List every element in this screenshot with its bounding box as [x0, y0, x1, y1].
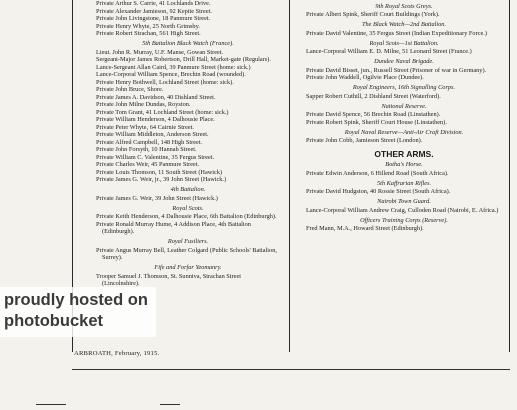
roll-entry: Private John Waddell, Ogilvie Place (Dundee).	[306, 74, 424, 81]
roll-entry: Sergeant-Major James Robertson, Drill Hall, Market-gate (Regulars).	[96, 56, 271, 63]
roll-entry: Private James G. Weir, 39 John Street (Hawick.)	[96, 194, 218, 202]
roll-entry: Private David Valentine, 35 Fergus Street (Indian Expeditionary Force.)	[306, 29, 487, 37]
roll-entry: Private William C. Valentine, 35 Fergus Street.	[96, 153, 215, 161]
roll-entry: Private Peter Whyte, 64 Cairnie Street.	[96, 123, 194, 131]
roll-entry: Private Arthur S. Carrie, 41 Lochlands Drive.	[96, 0, 211, 7]
roll-entry: Private William Henderson, 4 Dalhousie Place.	[96, 116, 215, 123]
section-heading: National Reserve.	[381, 102, 427, 110]
right-column	[306, 0, 502, 233]
roll-entry: Fred Mann, M.A., Howard Street (Edinburgh).	[306, 225, 424, 232]
roll-entry: Private Henry Bothwell, Lochland Street (home: sick).	[96, 78, 234, 86]
roll-entry: Private John Forsyth, 10 Hannah Street.	[96, 146, 197, 153]
roll-entry: Private James G. Weir, jr., 39 John Street (Hawick.)	[96, 176, 227, 183]
section-heading: Fife and Forfar Yeomanry.	[154, 264, 222, 271]
section-heading: The Black Watch—2nd Battalion.	[361, 21, 447, 28]
scan-artifact	[36, 404, 66, 405]
section-heading: 5th Battalion Black Watch (France).	[142, 40, 234, 47]
roll-entry: Private Charles Weir, 45 Panmure Street.	[96, 161, 200, 168]
left-column	[96, 0, 280, 288]
section-heading: 9th Royal Scots Greys.	[375, 2, 433, 10]
roll-entry: Private William Middleton, Anderson Street.	[96, 131, 209, 138]
watermark-line-1: proudly hosted on	[4, 291, 148, 309]
roll-entry: Private Tom Grant, 41 Lochland Street (home: sick.)	[96, 108, 229, 116]
roll-entry: Private Louis Thomson, 11 South Street (Hawick)	[96, 168, 223, 176]
section-heading: Dundee Naval Brigade.	[374, 58, 434, 65]
roll-entry: Private Keith Henderson, 4 Dalhousie Place, 6th Battalion (Edinburgh).	[96, 213, 277, 220]
scan-artifact	[160, 404, 180, 405]
roll-entry: Private Henry Whyte, 25 North Grimsby.	[96, 22, 200, 30]
roll-entry: Private John Livingstone, 18 Panmure Street.	[96, 15, 211, 22]
footer-dateline: ARBROATH, February, 1915.	[74, 350, 160, 357]
roll-entry: Private Albert Spink, Sheriff Court Buildings (York).	[306, 11, 440, 18]
section-heading: 5th Kaffrarian Rifles.	[376, 179, 432, 187]
roll-entry: Private Alexander Jamieson, 92 Keptie Street.	[96, 7, 212, 15]
section-heading: Officers Training Corps (Reserve).	[360, 216, 448, 224]
roll-entry: Private Robert Strachan, 561 High Street.	[96, 30, 201, 37]
roll-entry: Lance-Corporal William Spence, Brechin Road (wounded).	[96, 71, 246, 78]
bottom-rule	[72, 369, 510, 370]
section-heading: 4th Battalion.	[170, 186, 206, 193]
roll-entry: Private David Bisset, jun., Russell Street (Prisoner of war in Germany).	[306, 66, 487, 74]
watermark-overlay	[0, 287, 156, 337]
roll-entry: Private Ronald Murray Hume, 4 Addison Place, 4th Battalion (Edinburgh).	[96, 220, 251, 235]
roll-entry: Private John Cobb, Jamieson Street (London).	[306, 137, 423, 144]
section-heading: Royal Engineers, 16th Signalling Corps.	[352, 84, 456, 91]
section-heading: Botha's Horse.	[385, 161, 423, 168]
roll-entry: Private David Hudgston, 40 Rossie Street (South Africa).	[306, 188, 451, 195]
roll-entry: Private David Spence, 56 Brechin Road (Linstathen).	[306, 111, 441, 118]
roll-entry: Lance-Corporal William E. D. Milne, 51 Leonard Street (France.)	[306, 48, 472, 55]
roll-entry: Private John Milne Dundas, Royston.	[96, 101, 191, 108]
watermark-line-2: photobucket	[4, 312, 103, 330]
roll-entry: Lance-Sergeant Allan Caird, 39 Panmure Street (home: sick.)	[96, 63, 251, 71]
roll-entry: Private John Bruce, Shore.	[96, 86, 164, 93]
roll-entry: Private Edwin Anderson, 6 Hillend Road (South Africa).	[306, 169, 449, 177]
section-heading: Royal Naval Reserve—Anti-Air Craft Division.	[344, 128, 464, 136]
roll-entry: Trooper Samuel J. Thomson, St. Sunniva, Strachan Street (Lincolnshire).	[96, 272, 241, 287]
roll-entry: Private Robert Spink, Sheriff Court House (Linstathen).	[306, 118, 447, 126]
roll-entry: Lieut. John R. Murray, U.F. Manse, Gowan Street.	[96, 48, 224, 56]
major-heading: OTHER ARMS.	[374, 148, 434, 159]
section-heading: Royal Fusiliers.	[167, 238, 209, 245]
roll-entry: Private James A. Davidson, 40 Dishland Street.	[96, 93, 216, 101]
roll-entry: Sapper Robert Cuthill, 2 Dishland Street (Waterford).	[306, 92, 441, 100]
section-heading: Royal Scots—1st Battalion.	[369, 39, 439, 47]
roll-entry: Lance-Corporal William Andrew Craig, Culloden Road (Nairobi, E. Africa.)	[306, 206, 499, 214]
column-divider-rule	[289, 0, 290, 352]
roll-entry: Private Alfred Campbell, 148 High Street.	[96, 138, 203, 146]
roll-entry: Private Angus Murray Bell, Leather Colgard (Public Schools' Battalion, Surrey).	[96, 246, 277, 261]
section-heading: Royal Scots.	[172, 204, 204, 212]
section-heading: Nairobi Town Guard.	[377, 198, 431, 205]
right-margin-rule	[509, 0, 510, 352]
